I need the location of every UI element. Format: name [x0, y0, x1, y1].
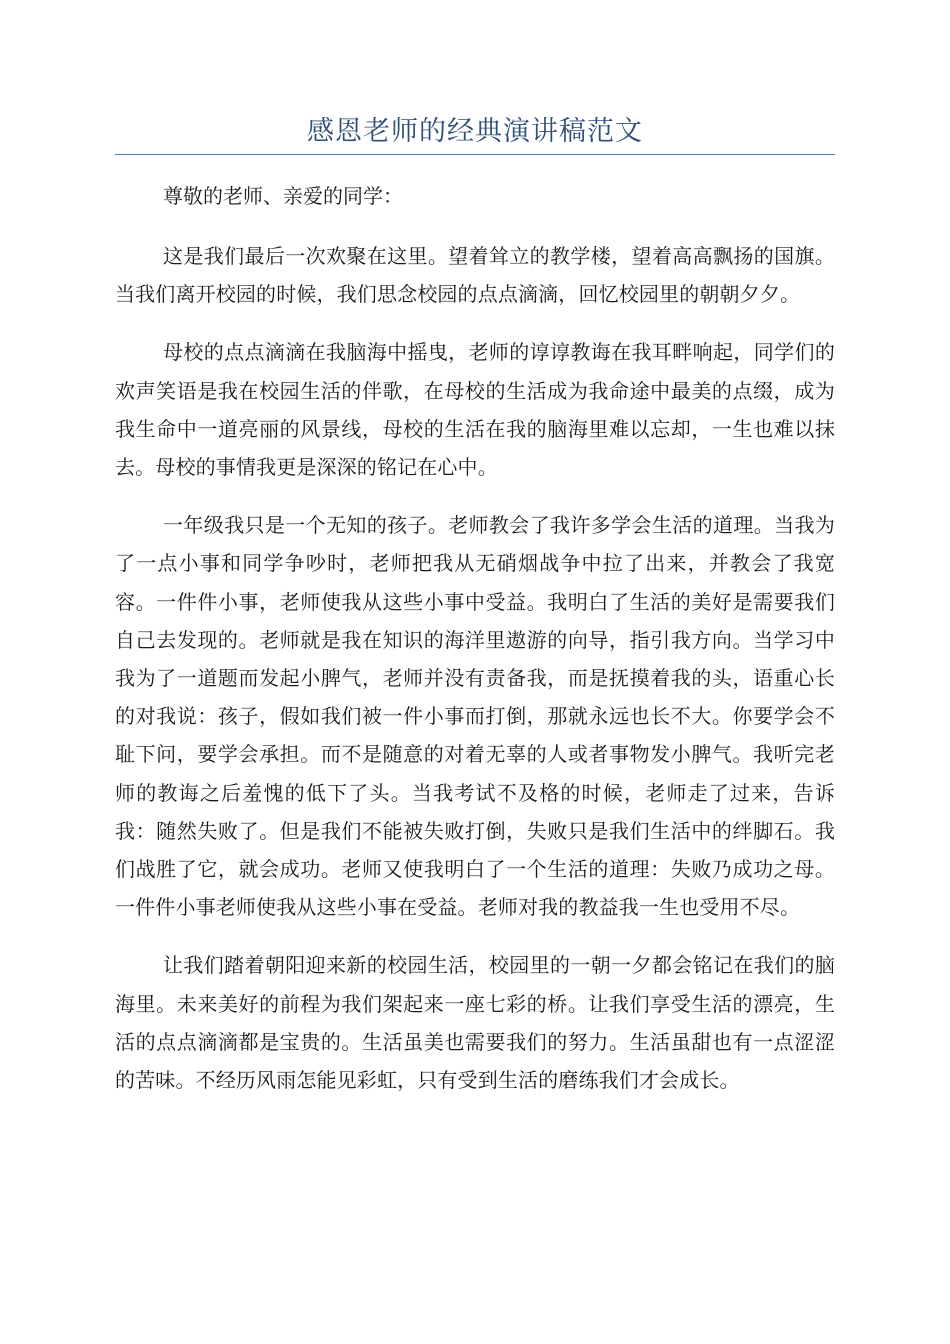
paragraph-2: 母校的点点滴滴在我脑海中摇曳，老师的谆谆教诲在我耳畔响起，同学们的欢声笑语是我在校园生活的伴歌，在母校的生活成为我命途中最美的点缀，成为我生命中一道亮丽的风景线，母校的生活在我的脑海里难以忘却，一生也难以抹去。母校的事情我更是深深的铭记在心中。: [115, 340, 835, 480]
page-title: 感恩老师的经典演讲稿范文: [307, 116, 643, 147]
salutation: 尊敬的老师、亲爱的同学：: [163, 184, 403, 208]
paragraph-1: 这是我们最后一次欢聚在这里。望着耸立的教学楼，望着高高飘扬的国旗。当我们离开校园的时候，我们思念校园的点点滴滴，回忆校园里的朝朝夕夕。: [115, 244, 835, 307]
paragraph-3: 一年级我只是一个无知的孩子。老师教会了我许多学会生活的道理。当我为了一点小事和同学争吵时，老师把我从无硝烟战争中拉了出来，并教会了我宽容。一件件小事，老师使我从这些小事中受益。我明白了生活的美好是需要我们自己去发现的。老师就是我在知识的海洋里遨游的向导，指引我方向。当学习中我为了一道题而发起小脾气，老师并没有责备我，而是抚摸着我的头，语重心长的对我说：孩子，假如我们被一件小事而打倒，那就永远也长不大。你要学会不耻下问，要学会承担。而不是随意的对着无辜的人或者事物发小脾气。我听完老师的教诲之后羞愧的低下了头。当我考试不及格的时候，老师走了过来，告诉我：随然失败了。但是我们不能被失败打倒，失败只是我们生活中的绊脚石。我们战胜了它，就会成功。老师又使我明白了一个生活的道理：失败乃成功之母。一件件小事老师使我从这些小事在受益。老师对我的教益我一生也受用不尽。: [115, 513, 835, 920]
document-body: [115, 178, 835, 1119]
paragraph-4: 让我们踏着朝阳迎来新的校园生活，校园里的一朝一夕都会铭记在我们的脑海里。未来美好的前程为我们架起来一座七彩的桥。让我们享受生活的漂亮，生活的点点滴滴都是宝贵的。生活虽美也需要我们的努力。生活虽甜也有一点涩涩的苦味。不经历风雨怎能见彩虹，只有受到生活的磨练我们才会成长。: [115, 953, 835, 1093]
title-underline: [115, 154, 835, 155]
